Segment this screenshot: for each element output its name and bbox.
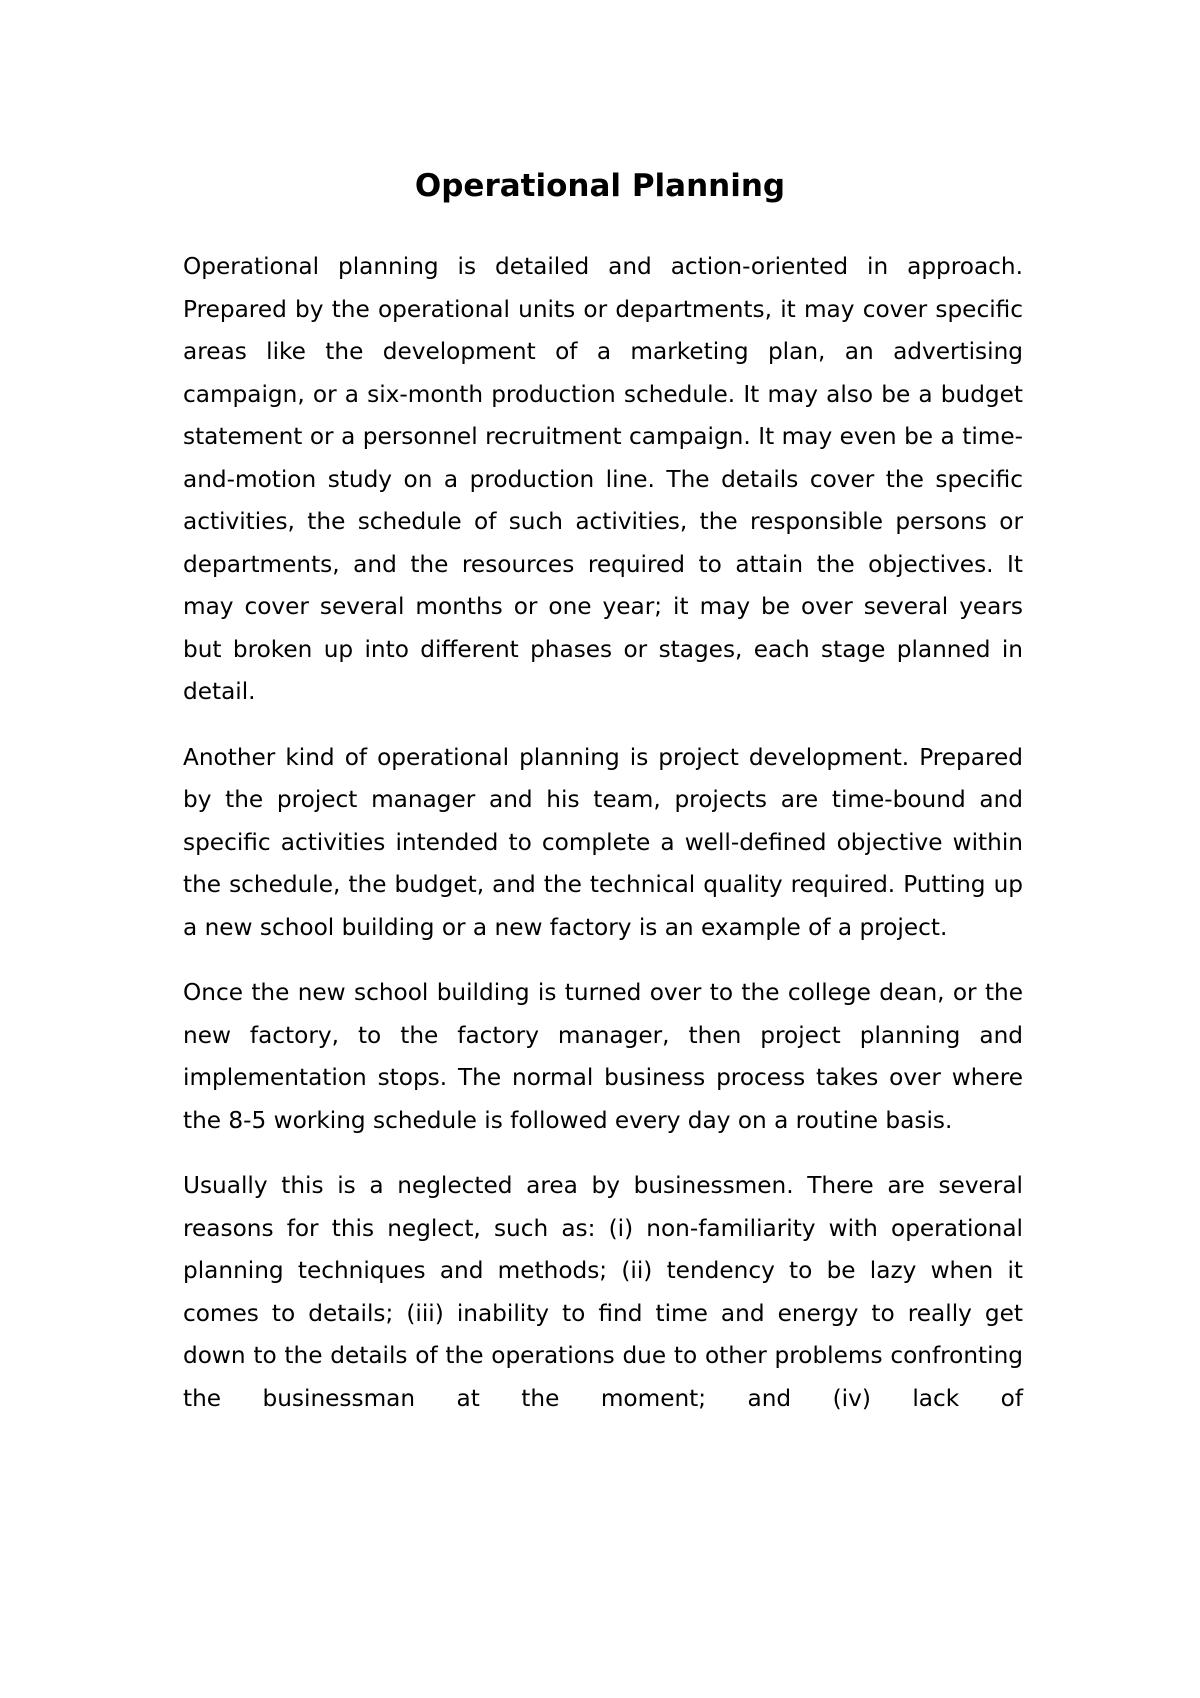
- paragraph-3: Once the new school building is turned over to the college dean, or the new factory, to the factory manager, then project planning and implementation stops. The normal business process takes over where the 8-5 working schedule is followed every day on a routine basis.: [183, 979, 1023, 1134]
- paragraph-2: Another kind of operational planning is project development. Prepared by the project manager and his team, projects are time-bound and specific activities intended to complete a well-defined objective within the schedule, the budget, and the technical quality required. Putting up a new school building or a new factory is an example of a project.: [183, 743, 1023, 941]
- paragraph-1: Operational planning is detailed and action-oriented in approach. Prepared by the operational units or departments, it may cover specific areas like the development of a marketing plan, an advertising campaign, or a six-month production schedule. It may also be a budget statement or a personnel recruitment campaign. It may even be a time-and-motion study on a production line. The details cover the specific activities, the schedule of such activities, the responsible persons or departments, and the resources required to attain the objectives. It may cover several months or one year; it may be over several years but broken up into different phases or stages, each stage planned in detail.: [183, 253, 1023, 705]
- paragraph-4: Usually this is a neglected area by businessmen. There are several reasons for this neglect, such as: (i) non-familiarity with operational planning techniques and methods; (ii) tendency to be lazy when it comes to details; (iii) inability to find time and energy to really get down to the details of the operations due to other problems confronting the businessman at the moment; and (iv) lack of: [183, 1172, 1023, 1412]
- document-title: Operational Planning: [414, 168, 786, 204]
- document-body: [183, 246, 1023, 1443]
